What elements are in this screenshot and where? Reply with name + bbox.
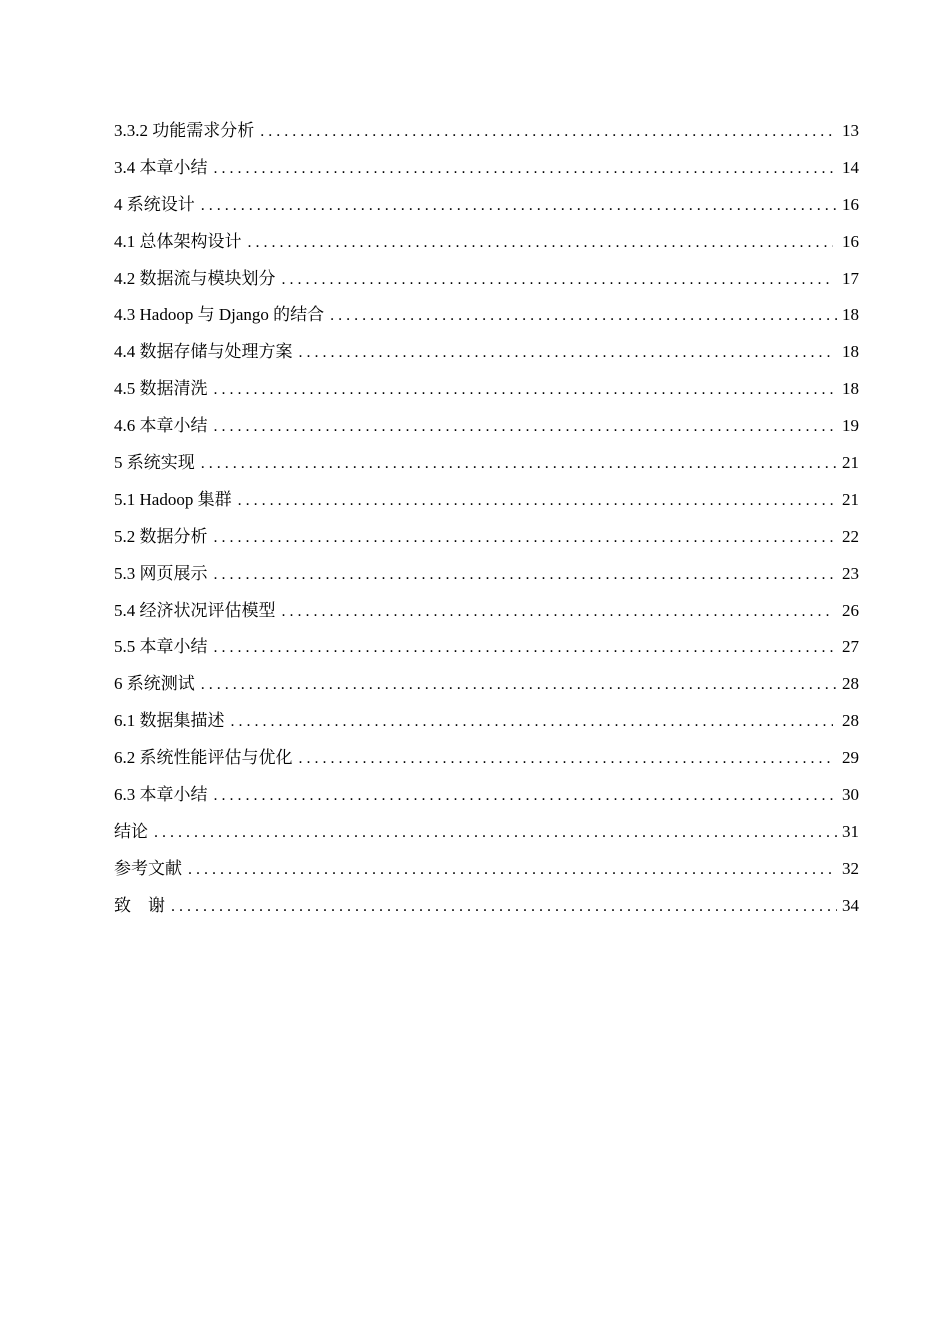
toc-entry[interactable] (114, 746, 859, 783)
toc-entry-title: 4.5 数据清洗 (114, 379, 208, 399)
toc-page-number: 16 (842, 194, 859, 214)
toc-entry[interactable] (114, 672, 859, 709)
toc-page-number: 34 (842, 895, 859, 915)
toc-entry-title: 5.4 经济状况评估模型 (114, 600, 276, 620)
toc-entry-title: 6 系统测试 (114, 674, 195, 694)
toc-entry[interactable] (114, 119, 859, 156)
toc-dot-leader (299, 747, 834, 771)
toc-entry[interactable] (114, 451, 859, 488)
toc-dot-leader (171, 895, 837, 919)
toc-dot-leader (238, 489, 837, 513)
toc-entry-title: 4.3 Hadoop 与 Django 的结合 (114, 305, 325, 325)
toc-page-number: 16 (842, 231, 859, 251)
toc-entry-title: 4.2 数据流与模块划分 (114, 268, 276, 288)
toc-entry[interactable] (114, 303, 859, 340)
toc-page-number: 32 (842, 858, 859, 878)
toc-entry[interactable] (114, 820, 859, 857)
toc-page-number: 18 (842, 379, 859, 399)
toc-entry[interactable] (114, 156, 859, 193)
toc-entry-title: 5 系统实现 (114, 453, 195, 473)
toc-dot-leader (330, 304, 837, 328)
toc-entry[interactable] (114, 488, 859, 525)
toc-entry[interactable] (114, 525, 859, 562)
toc-entry[interactable] (114, 340, 859, 377)
toc-entry-title: 6.2 系统性能评估与优化 (114, 748, 293, 768)
toc-entry-title: 4.1 总体架构设计 (114, 231, 242, 251)
table-of-contents (114, 119, 859, 931)
toc-entry-title: 4.6 本章小结 (114, 416, 208, 436)
toc-dot-leader (282, 600, 834, 624)
toc-entry-title: 4 系统设计 (114, 194, 195, 214)
toc-page-number: 14 (842, 157, 859, 177)
toc-entry-title: 3.4 本章小结 (114, 157, 208, 177)
toc-page-number: 27 (842, 637, 859, 657)
toc-dot-leader (214, 784, 834, 808)
toc-entry[interactable] (114, 562, 859, 599)
toc-dot-leader (214, 563, 834, 587)
toc-entry-title: 5.1 Hadoop 集群 (114, 489, 232, 509)
toc-entry[interactable] (114, 599, 859, 636)
toc-entry-title: 6.3 本章小结 (114, 785, 208, 805)
toc-entry[interactable] (114, 377, 859, 414)
toc-entry-title: 5.5 本章小结 (114, 637, 208, 657)
toc-entry[interactable] (114, 414, 859, 451)
toc-entry[interactable] (114, 230, 859, 267)
toc-entry-title: 4.4 数据存储与处理方案 (114, 342, 293, 362)
toc-page-number: 29 (842, 748, 859, 768)
toc-dot-leader (248, 231, 834, 255)
toc-entry-title: 3.3.2 功能需求分析 (114, 121, 255, 140)
toc-entry-title: 结论 (114, 821, 148, 841)
toc-page-number: 28 (842, 711, 859, 731)
toc-dot-leader (214, 157, 834, 181)
toc-page-number: 22 (842, 526, 859, 546)
toc-page-number: 23 (842, 563, 859, 583)
toc-dot-leader (214, 526, 834, 550)
toc-entry-title: 5.2 数据分析 (114, 526, 208, 546)
toc-dot-leader (201, 452, 837, 476)
toc-entry[interactable] (114, 894, 859, 931)
toc-page-number: 21 (842, 453, 859, 473)
toc-page-number: 17 (842, 268, 859, 288)
toc-page-number: 18 (842, 342, 859, 362)
toc-dot-leader (201, 194, 837, 218)
toc-page-number: 19 (842, 416, 859, 436)
toc-dot-leader (154, 821, 837, 845)
toc-dot-leader (201, 673, 837, 697)
toc-dot-leader (282, 268, 834, 292)
toc-dot-leader (214, 636, 834, 660)
toc-entry-title: 5.3 网页展示 (114, 563, 208, 583)
toc-dot-leader (214, 378, 834, 402)
toc-dot-leader (188, 858, 837, 882)
toc-entry[interactable] (114, 635, 859, 672)
toc-entry-title: 6.1 数据集描述 (114, 711, 225, 731)
toc-dot-leader (299, 341, 834, 365)
toc-entry-title: 参考文献 (114, 858, 182, 878)
toc-entry[interactable] (114, 193, 859, 230)
toc-page-number: 26 (842, 600, 859, 620)
toc-entry-title: 致 谢 (114, 895, 165, 915)
toc-dot-leader (231, 710, 834, 734)
toc-page-number: 18 (842, 305, 859, 325)
toc-entry[interactable] (114, 709, 859, 746)
toc-page-number: 28 (842, 674, 859, 694)
toc-page-number: 13 (842, 121, 859, 140)
toc-page-number: 30 (842, 785, 859, 805)
toc-entry[interactable] (114, 267, 859, 304)
toc-page-number: 31 (842, 821, 859, 841)
toc-page-number: 21 (842, 489, 859, 509)
toc-entry[interactable] (114, 857, 859, 894)
toc-entry[interactable] (114, 783, 859, 820)
toc-dot-leader (214, 415, 834, 439)
toc-dot-leader (260, 120, 833, 144)
